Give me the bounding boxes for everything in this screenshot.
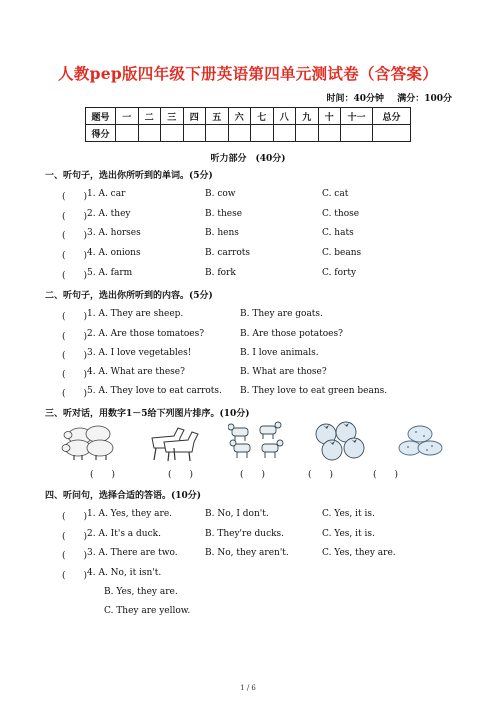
option-a: 2. A. they (87, 209, 131, 219)
question-row (0, 548, 496, 560)
score-table-score-row (86, 125, 411, 142)
option-b: B. No, I don't. (205, 509, 269, 519)
option-a: 4. A. What are these? (87, 367, 185, 377)
potatoes-picture (396, 420, 446, 462)
order-blank[interactable]: ( ) (240, 470, 266, 480)
option-b: B. Are those potatoes? (240, 329, 343, 339)
option-c: C. Yes, it is. (322, 509, 375, 519)
option-c: C. Yes, it is. (322, 529, 375, 539)
question-row (0, 386, 496, 398)
score-header-cell: 十一 (341, 108, 373, 125)
answer-blank[interactable]: ( ) (62, 370, 88, 380)
score-header-cell: 总分 (373, 108, 411, 125)
option-a: 1. A. car (87, 189, 126, 199)
option-a: 4. A. onions (87, 248, 141, 258)
score-header-cell: 七 (251, 108, 274, 125)
score-cell[interactable] (206, 125, 229, 142)
section-4-heading: 四、听问句，选择合适的答语。(10分) (45, 491, 202, 501)
answer-blank[interactable]: ( ) (62, 389, 88, 399)
answer-blank[interactable]: ( ) (62, 551, 88, 561)
score-cell[interactable] (373, 125, 411, 142)
question-row (0, 189, 496, 201)
score-cell[interactable] (296, 125, 319, 142)
option-a: 3. A. There are two. (87, 548, 178, 558)
order-blank[interactable]: ( ) (168, 470, 194, 480)
option-a: 5. A. farm (87, 268, 133, 278)
question-row (0, 248, 496, 260)
question-row (0, 529, 496, 541)
page-number: 1 / 6 (240, 684, 256, 692)
section-2-heading: 二、听句子，选出你所听到的内容。(5分) (45, 291, 213, 301)
time-limit: 时间：40分钟 (326, 94, 385, 104)
option-b: B. fork (205, 268, 236, 278)
answer-blank[interactable]: ( ) (62, 532, 88, 542)
sheep-picture (60, 420, 118, 462)
question-row (0, 209, 496, 221)
score-header-cell: 五 (206, 108, 229, 125)
score-header-cell: 一 (116, 108, 139, 125)
score-table (85, 107, 411, 142)
option-b: B. They love to eat green beans. (240, 386, 388, 396)
answer-blank[interactable]: ( ) (62, 271, 88, 281)
score-header-cell: 九 (296, 108, 319, 125)
goats-picture (228, 420, 288, 462)
question-row (0, 228, 496, 240)
score-header-cell: 题号 (86, 108, 116, 125)
score-row-label: 得分 (86, 125, 116, 142)
option-c: C. cat (322, 189, 349, 199)
option-b: B. I love animals. (240, 348, 319, 358)
question-row (0, 268, 496, 280)
score-header-cell: 四 (183, 108, 206, 125)
score-cell[interactable] (228, 125, 251, 142)
question-row (0, 309, 496, 321)
score-cell[interactable] (251, 125, 274, 142)
full-score: 满分：100分 (397, 94, 452, 104)
option-c: C. They are yellow. (104, 606, 191, 616)
option-b: B. What are those? (240, 367, 327, 377)
score-cell[interactable] (138, 125, 161, 142)
option-c: C. forty (322, 268, 357, 278)
question-row (0, 509, 496, 521)
score-cell[interactable] (273, 125, 296, 142)
tomatoes-picture (312, 420, 370, 462)
picture-order-blanks (0, 467, 496, 479)
answer-blank[interactable]: ( ) (62, 332, 88, 342)
option-b: B. hens (205, 228, 239, 238)
option-c: C. hats (322, 228, 354, 238)
option-b: B. They're ducks. (205, 529, 285, 539)
answer-blank[interactable]: ( ) (62, 571, 88, 581)
option-c: C. those (322, 209, 360, 219)
option-c: C. Yes, they are. (322, 548, 396, 558)
score-header-cell: 十 (318, 108, 341, 125)
score-cell[interactable] (161, 125, 184, 142)
option-a: 1. A. Yes, they are. (87, 509, 173, 519)
answer-blank[interactable]: ( ) (62, 212, 88, 222)
answer-blank[interactable]: ( ) (62, 312, 88, 322)
score-cell[interactable] (183, 125, 206, 142)
answer-blank[interactable]: ( ) (62, 512, 88, 522)
answer-blank[interactable]: ( ) (62, 351, 88, 361)
option-a: 4. A. No, it isn't. (87, 568, 162, 578)
section-3-heading: 三、听对话，用数字1－5给下列图片排序。(10分) (45, 409, 250, 419)
option-b: B. They are goats. (240, 309, 323, 319)
order-blank[interactable]: ( ) (373, 470, 399, 480)
option-b: B. No, they aren't. (205, 548, 289, 558)
score-cell[interactable] (116, 125, 139, 142)
page-title: 人教pep版四年级下册英语第四单元测试卷（含答案） (57, 64, 439, 83)
option-b: B. Yes, they are. (104, 587, 178, 597)
option-a: 2. A. It's a duck. (87, 529, 161, 539)
option-a: 1. A. They are sheep. (87, 309, 184, 319)
option-a: 3. A. I love vegetables! (87, 348, 192, 358)
order-blank[interactable]: ( ) (90, 470, 116, 480)
score-table-header-row (86, 108, 411, 125)
question-row (0, 367, 496, 379)
section-1-heading: 一、听句子，选出你所听到的单词。(5分) (45, 171, 213, 181)
listening-section-title: 听力部分 (40分) (210, 154, 286, 164)
option-b: B. cow (205, 189, 236, 199)
answer-blank[interactable]: ( ) (62, 231, 88, 241)
question-row (0, 348, 496, 360)
answer-blank[interactable]: ( ) (62, 251, 88, 261)
option-a: 3. A. horses (87, 228, 141, 238)
option-b: B. these (205, 209, 243, 219)
order-blank[interactable]: ( ) (308, 470, 334, 480)
score-header-cell: 六 (228, 108, 251, 125)
option-a: 5. A. They love to eat carrots. (87, 386, 222, 396)
question-row (0, 568, 496, 580)
score-header-cell: 三 (161, 108, 184, 125)
question-row (0, 329, 496, 341)
score-header-cell: 八 (273, 108, 296, 125)
score-cell[interactable] (318, 125, 341, 142)
exam-meta (317, 91, 452, 104)
horses-picture (144, 420, 202, 462)
option-b: B. carrots (205, 248, 250, 258)
option-c: C. beans (322, 248, 362, 258)
score-header-cell: 二 (138, 108, 161, 125)
option-a: 2. A. Are those tomatoes? (87, 329, 205, 339)
score-cell[interactable] (341, 125, 373, 142)
answer-blank[interactable]: ( ) (62, 192, 88, 202)
